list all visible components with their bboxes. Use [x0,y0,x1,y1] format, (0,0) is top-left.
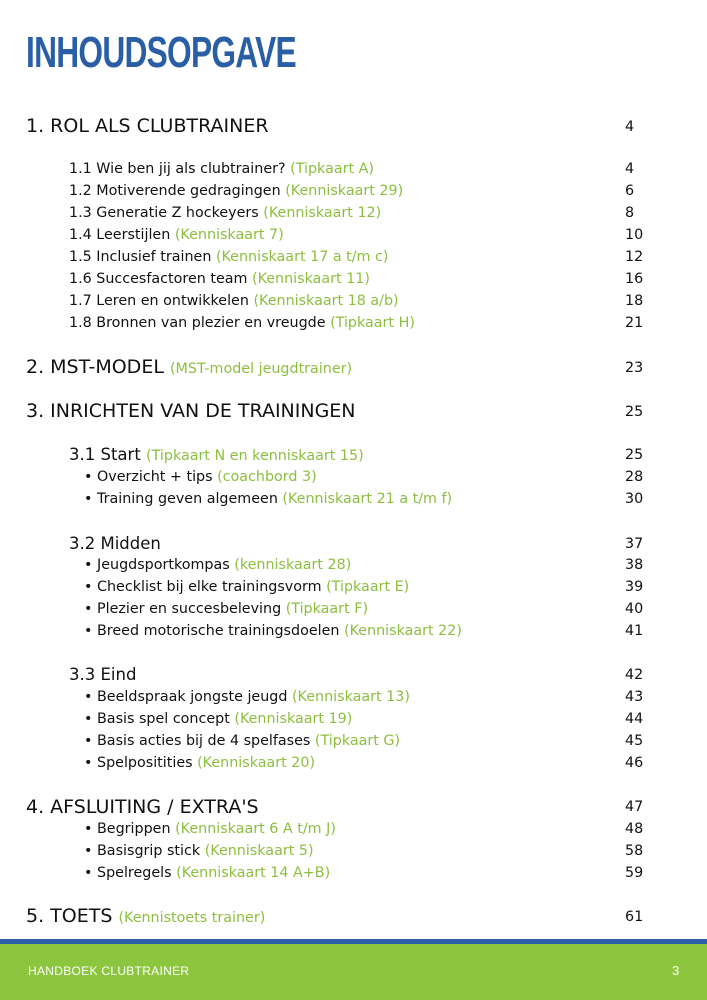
toc-item-training-geven[interactable] [84,491,452,507]
toc-page-number: 37 [625,536,644,552]
toc-page-number: 21 [625,315,644,331]
toc-page-number: 45 [625,733,644,749]
bullet-icon: • [84,557,93,573]
toc-item-breed-motorisch[interactable] [84,623,462,639]
toc-page-number: 12 [625,249,644,265]
toc-page-number: 46 [625,755,644,771]
toc-card-reference: (Tipkaart E) [326,579,410,595]
toc-item-plezier[interactable] [84,601,368,617]
toc-item-label: Checklist bij elke trainingsvorm [97,579,322,595]
toc-chapter-label: 1. ROL ALS CLUBTRAINER [26,115,269,137]
toc-card-reference: (MST-model jeugdtrainer) [169,361,353,377]
toc-card-reference: (Kenniskaart 22) [344,623,462,639]
toc-card-reference: (Kenniskaart 18 a/b) [253,293,399,309]
footer-page-number: 3 [672,963,680,978]
toc-section-1-3[interactable] [69,205,381,221]
toc-chapter-1[interactable] [26,115,269,137]
footer-title: HANDBOEK CLUBTRAINER [28,964,190,978]
toc-page-number: 39 [625,579,644,595]
toc-item-label: Begrippen [97,821,171,837]
toc-card-reference: (Tipkaart N en kenniskaart 15) [146,448,364,464]
toc-page-number: 10 [625,227,644,243]
toc-section-1-5[interactable] [69,249,388,265]
page-title: INHOUDSOPGAVE [26,28,296,77]
toc-card-reference: (Tipkaart H) [330,315,415,331]
toc-chapter-5[interactable] [26,905,265,927]
toc-page-number: 16 [625,271,644,287]
toc-page-number: 43 [625,689,644,705]
toc-item-label: Spelpositities [97,755,193,771]
toc-section-label: 1.1 Wie ben jij als clubtrainer? [69,161,286,177]
toc-item-label: Overzicht + tips [97,469,213,485]
toc-chapter-label: 3. INRICHTEN VAN DE TRAININGEN [26,400,356,422]
bullet-icon: • [84,865,93,881]
toc-page-number: 25 [625,404,644,420]
toc-page-number: 61 [625,909,644,925]
bullet-icon: • [84,491,93,507]
toc-chapter-label: 5. TOETS [26,905,113,927]
toc-card-reference: (Tipkaart G) [314,733,401,749]
toc-section-3-3[interactable] [69,665,136,684]
toc-page-number: 59 [625,865,644,881]
toc-card-reference: (Tipkaart F) [285,601,369,617]
toc-page-number: 4 [625,119,635,135]
toc-page-number: 23 [625,360,644,376]
toc-page-number: 8 [625,205,635,221]
toc-section-label: 3.3 Eind [69,665,137,684]
toc-chapter-label: 2. MST-MODEL [26,356,164,378]
toc-page-number: 28 [625,469,644,485]
toc-page-number: 47 [625,799,644,815]
toc-card-reference: (kenniskaart 28) [234,557,352,573]
toc-item-label: Breed motorische trainingsdoelen [97,623,340,639]
toc-page-number: 44 [625,711,644,727]
toc-section-label: 1.6 Succesfactoren team [69,271,248,287]
toc-card-reference: (Kenniskaart 14 A+B) [176,865,331,881]
toc-section-1-6[interactable] [69,271,370,287]
bullet-icon: • [84,579,93,595]
toc-page-number: 25 [625,447,644,463]
bullet-icon: • [84,469,93,485]
toc-item-overzicht[interactable] [84,469,317,485]
toc-page-number: 48 [625,821,644,837]
toc-section-label: 1.8 Bronnen van plezier en vreugde [69,315,326,331]
toc-page-number: 4 [625,161,635,177]
toc-item-spelregels[interactable] [84,865,330,881]
toc-card-reference: (coachbord 3) [217,469,317,485]
toc-section-label: 3.1 Start [69,445,141,464]
toc-card-reference: (Kennistoets trainer) [118,910,266,926]
toc-card-reference: (Kenniskaart 6 A t/m J) [175,821,336,837]
toc-card-reference: (Kenniskaart 21 a t/m f) [282,491,453,507]
toc-card-reference: (Kenniskaart 7) [174,227,284,243]
toc-page-number: 40 [625,601,644,617]
toc-item-label: Jeugdsportkompas [97,557,230,573]
toc-section-1-2[interactable] [69,183,403,199]
toc-item-beeldspraak[interactable] [84,689,410,705]
toc-page-number: 58 [625,843,644,859]
bullet-icon: • [84,843,93,859]
footer [0,944,707,1000]
toc-item-label: Beeldspraak jongste jeugd [97,689,288,705]
toc-card-reference: (Kenniskaart 11) [252,271,370,287]
toc-section-label: 1.3 Generatie Z hockeyers [69,205,259,221]
toc-page-number: 38 [625,557,644,573]
toc-item-jeugdsportkompas[interactable] [84,557,351,573]
toc-item-basis-spel[interactable] [84,711,352,727]
toc-item-label: Spelregels [97,865,172,881]
toc-item-begrippen[interactable] [84,821,336,837]
toc-item-label: Training geven algemeen [97,491,278,507]
bullet-icon: • [84,601,93,617]
toc-section-label: 1.2 Motiverende gedragingen [69,183,281,199]
toc-chapter-4[interactable] [26,796,259,818]
bullet-icon: • [84,821,93,837]
toc-page-number: 42 [625,667,644,683]
toc-card-reference: (Kenniskaart 19) [234,711,353,727]
toc-chapter-2[interactable] [26,356,352,378]
toc-section-1-4[interactable] [69,227,284,243]
toc-item-label: Basisgrip stick [97,843,201,859]
toc-section-1-7[interactable] [69,293,399,309]
toc-item-spelposities[interactable] [84,755,315,771]
toc-item-basisgrip[interactable] [84,843,314,859]
toc-card-reference: (Kenniskaart 13) [291,689,410,705]
toc-card-reference: (Tipkaart A) [290,161,374,177]
toc-chapter-label: 4. AFSLUITING / EXTRA'S [26,796,259,818]
bullet-icon: • [84,689,93,705]
bullet-icon: • [84,733,93,749]
toc-card-reference: (Kenniskaart 5) [204,843,314,859]
bullet-icon: • [84,623,93,639]
toc-chapter-3[interactable] [26,400,356,422]
toc-section-label: 1.4 Leerstijlen [69,227,171,243]
toc-section-1-1[interactable] [69,161,374,177]
toc-section-3-1[interactable] [69,445,364,464]
toc-section-label: 3.2 Midden [69,534,161,553]
toc-item-label: Basis acties bij de 4 spelfases [97,733,311,749]
toc-item-label: Plezier en succesbeleving [97,601,282,617]
toc-card-reference: (Kenniskaart 17 a t/m c) [215,249,389,265]
toc-page-number: 41 [625,623,644,639]
toc-page-number: 30 [625,491,644,507]
toc-section-3-2[interactable] [69,534,161,553]
toc-item-basis-acties[interactable] [84,733,400,749]
toc-item-checklist[interactable] [84,579,409,595]
toc-item-label: Basis spel concept [97,711,230,727]
toc-section-label: 1.7 Leren en ontwikkelen [69,293,249,309]
toc-card-reference: (Kenniskaart 20) [197,755,316,771]
toc-page-number: 6 [625,183,635,199]
toc-section-label: 1.5 Inclusief trainen [69,249,212,265]
bullet-icon: • [84,711,93,727]
toc-card-reference: (Kenniskaart 12) [263,205,382,221]
toc-section-1-8[interactable] [69,315,415,331]
toc-card-reference: (Kenniskaart 29) [285,183,404,199]
bullet-icon: • [84,755,93,771]
toc-page-number: 18 [625,293,644,309]
